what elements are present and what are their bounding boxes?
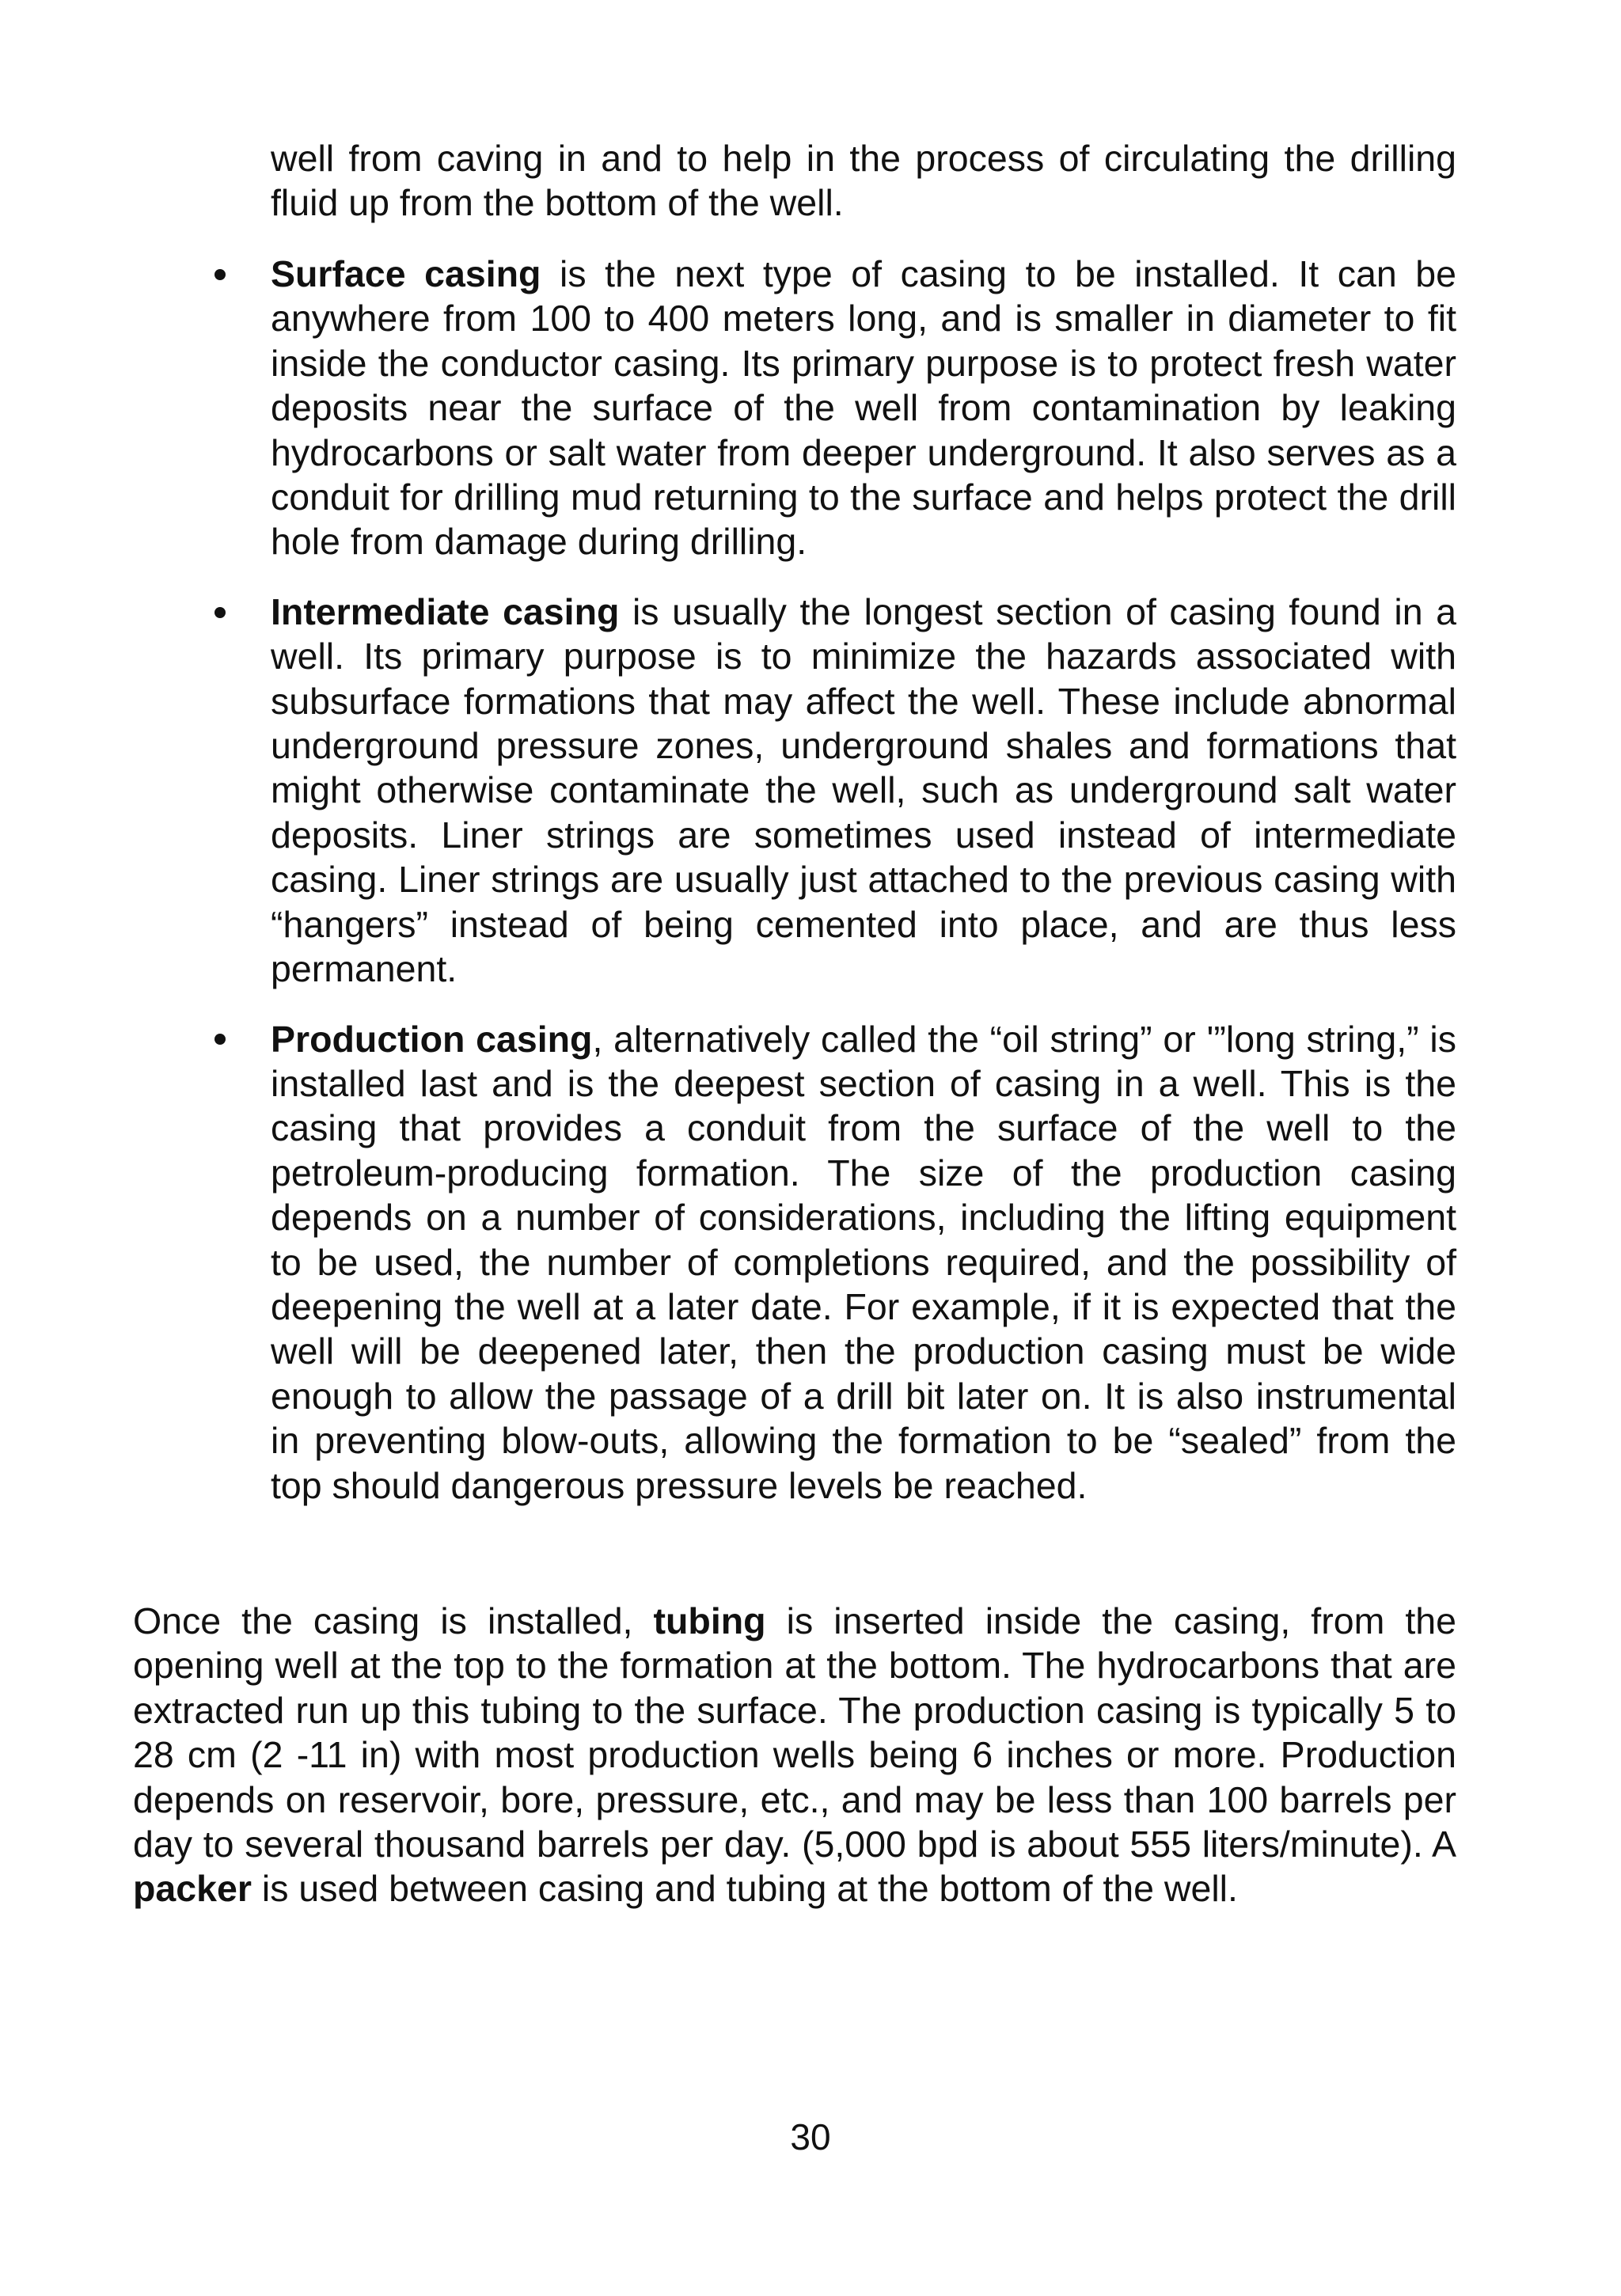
list-item-text: Intermediate casing is usually the longest section of casing found in a well. Its primary purpose is to minimize the hazards associated with subsurface formations that may affect the well. These include abnormal underground pressure zones, underground shales and formations that might otherwise contaminate the well, such as underground salt water deposits. Liner strings are sometimes used instead of intermediate casing. Liner strings are usually just attached to the previous casing with “hangers” instead of being cemented into place, and are thus less permanent. [271,590,1456,990]
list-item-surface-casing [271,252,1456,564]
list-item-intermediate-casing [271,590,1456,992]
list-item-text: Production casing, alternatively called the “oil string” or '”long string,” is installed last and is the deepest section of casing in a well. This is the casing that provides a conduit from the surface of the well to the petroleum-producing formation. The size of the production casing depends on a number of considerations, including the lifting equipment to be used, the number of completions required, and the possibility of deepening the well at a later date. For example, if it is expected that the well will be deepened later, then the production casing must be wide enough to allow the passage of a drill bit later on. It is also instrumental in preventing blow-outs, allowing the formation to be “sealed” from the top should dangerous pressure levels be reached. [271,1018,1456,1506]
casing-types-list [271,252,1456,1533]
term-tubing: tubing [653,1600,766,1641]
bullet-icon [204,590,236,634]
bullet-icon [204,1017,236,1061]
term-intermediate-casing: Intermediate casing [271,590,620,632]
term-production-casing: Production casing [271,1018,593,1060]
continuation-paragraph: well from caving in and to help in the process of circulating the drilling fluid up from the bottom of the well. [271,138,1456,224]
page-number: 30 [790,2116,831,2157]
term-packer: packer [133,1868,252,1910]
list-item-text: Surface casing is the next type of casing to be installed. It can be anywhere from 100 to 400 meters long, and is smaller in diameter to fit inside the conductor casing. Its primary purpose is to protect fresh water deposits near the surface of the well from contamination by leaking hydrocarbons or salt water from deeper underground. It also serves as a conduit for drilling mud returning to the surface and helps protect the drill hole from damage during drilling. [271,253,1456,563]
bullet-icon [204,252,236,296]
term-surface-casing: Surface casing [271,253,541,294]
closing-paragraph: Once the casing is installed, tubing is inserted inside the casing, from the opening well at the top to the formation at the bottom. The hydrocarbons that are extracted run up this tubing to the surface. The production casing is typically 5 to 28 cm (2 -11 in) with most production wells being 6 inches or more. Production depends on reservoir, bore, pressure, etc., and may be less than 100 barrels per day to several thousand barrels per day. (5,000 bpd is about 555 liters/minute). A packer is used between casing and tubing at the bottom of the well. [133,1600,1456,1910]
list-item-production-casing [271,1017,1456,1508]
